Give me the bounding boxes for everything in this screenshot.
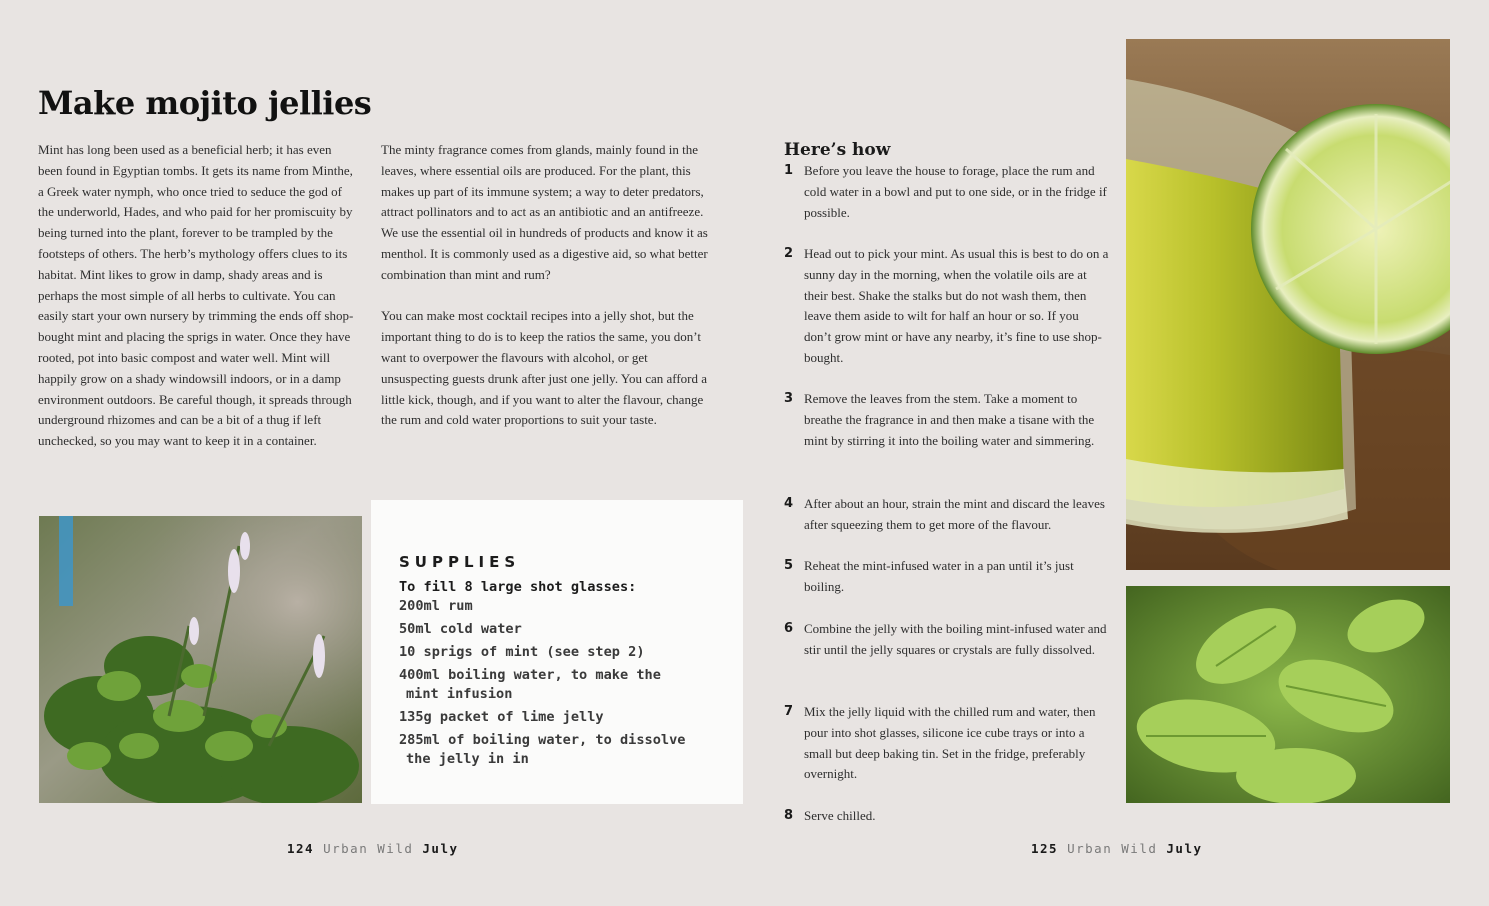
supplies-list bbox=[399, 578, 699, 773]
step-text: Before you leave the house to forage, place the rum and cold water in a bowl and put to one side, or in the fridge if possible. bbox=[804, 163, 1107, 220]
footer-right bbox=[1031, 841, 1203, 856]
step-number: 8 bbox=[784, 808, 794, 823]
step-text: Head out to pick your mint. As usual this is best to do on a sunny day in the morning, when the volatile oils are at their best. Shake the stalks but do not wash them, then leave them aside to wilt for half an hour or so. If you don’t grow mint or have any nearby, it’s fine to use shop-bought. bbox=[804, 246, 1109, 365]
step-number: 2 bbox=[784, 246, 794, 261]
intro-paragraph: The minty fragrance comes from glands, mainly found in the leaves, where essential oils are produced. For the plant, this makes up part of its immune system; a way to deter predators, attract pollinators and to act as an antibiotic and an antifreeze. We use the essential oil in hundreds of products and know it as menthol. It is commonly used as a digestive aid, so what better combination than mint and rum? bbox=[381, 142, 708, 282]
page-number: 125 bbox=[1031, 841, 1059, 856]
step-item bbox=[784, 702, 1114, 785]
supply-item-line: mint infusion bbox=[406, 686, 513, 702]
supplies-heading: SUPPLIES bbox=[399, 553, 521, 571]
page-title: Make mojito jellies bbox=[38, 84, 372, 122]
step-item bbox=[784, 806, 1114, 827]
supplies-subheading: To fill 8 large shot glasses: bbox=[399, 579, 637, 595]
supply-item-line: 285ml of boiling water, to dissolve bbox=[399, 732, 686, 748]
step-item bbox=[784, 619, 1114, 661]
step-text: Serve chilled. bbox=[804, 808, 876, 823]
step-item bbox=[784, 494, 1114, 536]
chapter-month: July bbox=[1166, 841, 1203, 856]
supply-item-line: the jelly in in bbox=[406, 751, 529, 767]
step-text: Combine the jelly with the boiling mint-infused water and stir until the jelly squares or crystals are fully dissolved. bbox=[804, 621, 1107, 657]
step-text: Remove the leaves from the stem. Take a moment to breathe the fragrance in and then make a tisane with the mint by stirring it into the boiling water and simmering. bbox=[804, 391, 1095, 448]
intro-paragraph: You can make most cocktail recipes into a jelly shot, but the important thing to do is to keep the ratios the same, you don’t want to overpower the flavours with alcohol, or get unsuspecting guests drunk after just one jelly. You can afford a little kick, though, and if you want to alter the flavour, change the rum and cold water proportions to suit your taste. bbox=[381, 308, 708, 428]
mint-flower-photo bbox=[39, 516, 362, 803]
step-number: 4 bbox=[784, 496, 794, 511]
step-text: Mix the jelly liquid with the chilled rum and water, then pour into shot glasses, silicone ice cube trays or into a small but deep baking tin. Set in the fridge, preferably overnight. bbox=[804, 704, 1096, 782]
step-number: 6 bbox=[784, 621, 794, 636]
step-item bbox=[784, 556, 1114, 598]
step-number: 1 bbox=[784, 163, 794, 178]
step-number: 3 bbox=[784, 391, 794, 406]
supply-item: 135g packet of lime jelly bbox=[399, 709, 604, 725]
supply-item: 200ml rum bbox=[399, 598, 473, 614]
intro-column-left bbox=[38, 140, 356, 473]
step-number: 7 bbox=[784, 704, 794, 719]
page-number: 124 bbox=[287, 841, 315, 856]
book-title: Urban Wild bbox=[323, 841, 414, 856]
step-text: After about an hour, strain the mint and discard the leaves after squeezing them to get more of the flavour. bbox=[804, 496, 1105, 532]
chapter-month: July bbox=[422, 841, 459, 856]
step-number: 5 bbox=[784, 558, 794, 573]
supply-item: 50ml cold water bbox=[399, 621, 522, 637]
supply-item bbox=[399, 666, 699, 704]
supply-item bbox=[399, 731, 699, 769]
step-item bbox=[784, 161, 1114, 223]
intro-column-right bbox=[381, 140, 711, 452]
step-item bbox=[784, 389, 1114, 451]
supply-item: 10 sprigs of mint (see step 2) bbox=[399, 644, 645, 660]
supply-item-line: 400ml boiling water, to make the bbox=[399, 667, 661, 683]
footer-left bbox=[287, 841, 459, 856]
mojito-glass-photo bbox=[1126, 39, 1450, 570]
book-title: Urban Wild bbox=[1067, 841, 1158, 856]
howto-heading: Here’s how bbox=[784, 140, 891, 160]
intro-paragraph: Mint has long been used as a beneficial herb; it has even been found in Egyptian tombs. It gets its name from Minthe, a Greek water nymph, who once tried to seduce the god of the underworld, Hades, and who paid for her promiscuity by being turned into the plant, forever to be trampled by the footsteps of others. The herb’s mythology offers clues to its habitat. Mint likes to grow in damp, shady areas and is perhaps the most simple of all herbs to cultivate. You can easily start your own nursery by trimming the ends off shop-bought mint and placing the sprigs in water. Once they have rooted, pot into basic compost and water well. Mint will happily grow on a shady windowsill indoors, or in a damp environment outdoors. Be careful though, it spreads through underground rhizomes and can be a bit of a thug if left unchecked, so you may want to keep it in a container. bbox=[38, 142, 354, 449]
mint-leaves-photo bbox=[1126, 586, 1450, 803]
step-item bbox=[784, 244, 1114, 369]
step-text: Reheat the mint-infused water in a pan until it’s just boiling. bbox=[804, 558, 1074, 594]
